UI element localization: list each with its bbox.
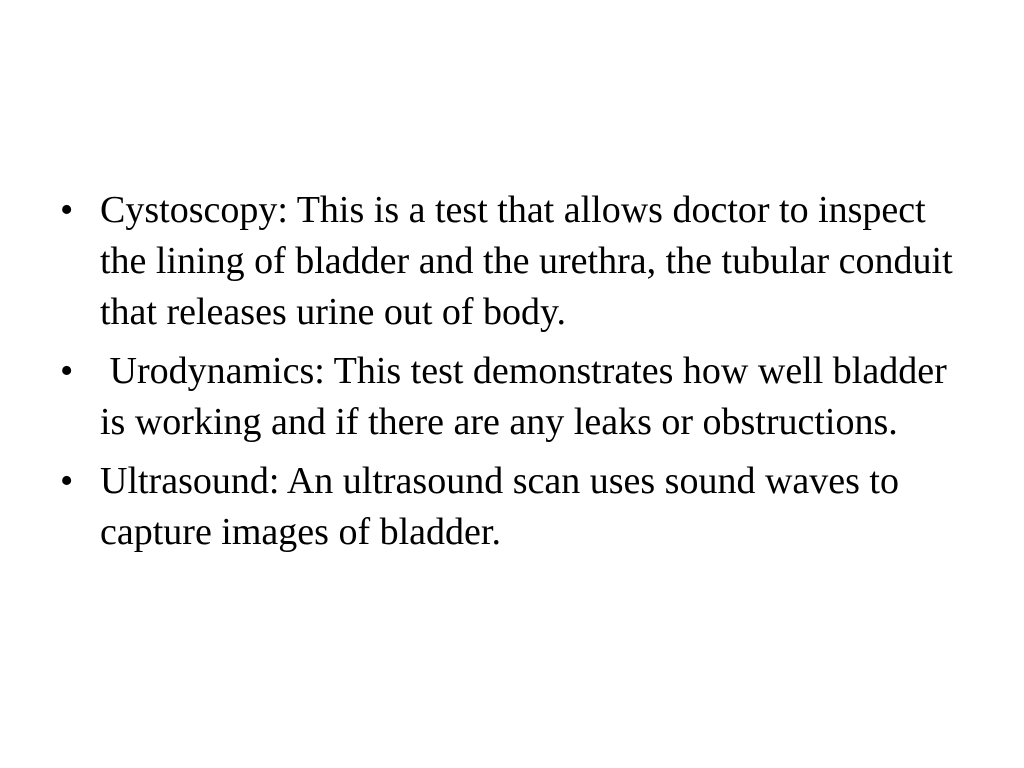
bullet-icon: • [60, 189, 74, 231]
bullet-text-urodynamics: Urodynamics: This test demonstrates how well bladder is working and if there are any leaks or obstructions. [100, 350, 957, 443]
bullet-icon: • [60, 460, 74, 502]
bullet-list [60, 185, 963, 566]
bullet-text-cystoscopy: Cystoscopy: This is a test that allows doctor to inspect the lining of bladder and the urethra, the tubular conduit that releases urine out of body. [100, 189, 963, 333]
bullet-item-cystoscopy [60, 185, 963, 338]
bullet-item-ultrasound [60, 456, 960, 558]
bullet-item-urodynamics [60, 346, 960, 448]
bullet-icon: • [60, 350, 74, 392]
bullet-text-ultrasound: Ultrasound: An ultrasound scan uses sound waves to capture images of bladder. [100, 460, 909, 553]
